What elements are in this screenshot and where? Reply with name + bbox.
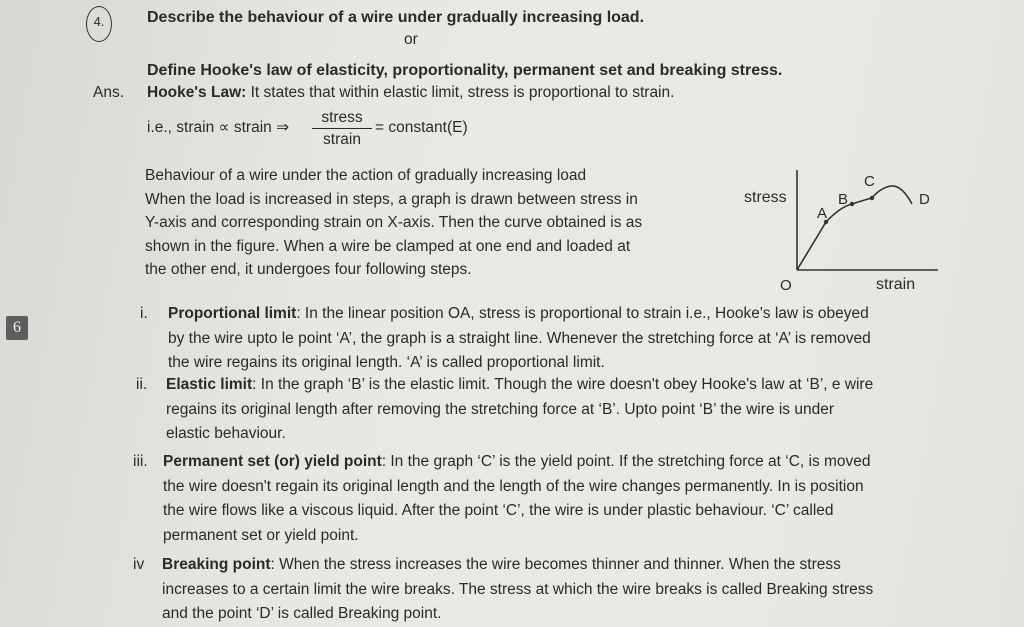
page-side-badge: 6 [6, 316, 28, 340]
item-line [166, 373, 873, 398]
behaviour-paragraph [145, 164, 642, 282]
behaviour-line: Behaviour of a wire under the action of gradually increasing load [145, 167, 587, 184]
x-axis-label: strain [876, 276, 916, 293]
item-number: ii. [136, 376, 148, 393]
item-number: iv [133, 556, 145, 573]
item-proportional-limit [168, 302, 871, 376]
item-line [168, 302, 871, 327]
stress-strain-curve [797, 186, 912, 270]
item-line: and the point ‘D’ is called Breaking point. [162, 605, 442, 622]
item-number: iii. [133, 453, 148, 470]
item-line: regains its original length after removing the stretching force at ‘B’. Upto point ‘B’ the wire is under [166, 400, 834, 418]
item-title: Permanent set (or) yield point [163, 453, 382, 470]
formula-prefix: i.e., strain ∝ strain ⇒ [147, 119, 290, 136]
fraction-denominator: strain [323, 131, 361, 148]
item-line-text: : In the linear position OA, stress is proportional to strain i.e., Hooke's law is obeyed [296, 305, 869, 322]
item-line: the wire doesn't regain its original length and the length of the wire changes permanently. In is position [163, 477, 864, 495]
point-a-label: A [817, 205, 828, 222]
stress-strain-graph [740, 160, 960, 300]
item-line: increases to a certain limit the wire breaks. The stress at which the wire breaks is called Breaking stress [162, 580, 874, 598]
hooke-law-title: Hooke's Law: [147, 84, 247, 101]
behaviour-line: Y-axis and corresponding strain on X-axis. Then the curve obtained is as [145, 214, 643, 231]
behaviour-line: shown in the figure. When a wire be clamped at one end and loaded at [145, 237, 631, 255]
hooke-law-text: It states that within elastic limit, stress is proportional to strain. [246, 84, 675, 101]
origin-label: O [780, 277, 792, 294]
formula-suffix: = constant(E) [375, 119, 468, 136]
item-line [163, 450, 871, 475]
point-d-label: D [919, 191, 930, 208]
question-number: 4. [86, 6, 112, 42]
question-line-1: Describe the behaviour of a wire under gradually increasing load. [147, 9, 645, 26]
item-line-text: : In the graph ‘B’ is the elastic limit. Though the wire doesn't obey Hooke's law at ‘B’, e wire [252, 376, 874, 393]
question-or: or [404, 31, 418, 48]
item-permanent-set [163, 450, 871, 548]
stress-strain-fraction [312, 109, 372, 149]
behaviour-line: the other end, it undergoes four following steps. [145, 261, 472, 278]
item-title: Elastic limit [166, 376, 253, 393]
item-line-text: : When the stress increases the wire becomes thinner and thinner. When the stress [270, 556, 841, 573]
item-line: the wire flows like a viscous liquid. After the point ‘C’, the wire is under plastic behaviour. ‘C’ called [163, 502, 834, 519]
item-title: Breaking point [162, 556, 271, 573]
fraction-numerator: stress [312, 109, 372, 129]
point-c-label: C [864, 173, 875, 190]
item-line [162, 553, 873, 578]
question-line-2: Define Hooke's law of elasticity, proportionality, permanent set and breaking stress. [147, 62, 783, 79]
item-number: i. [140, 305, 148, 322]
item-title: Proportional limit [168, 305, 297, 322]
item-line: the wire regains its original length. ‘A’ is called proportional limit. [168, 354, 605, 371]
item-line: by the wire upto le point ‘A’, the graph is a straight line. Whenever the stretching force at ‘A’ is removed [168, 329, 871, 347]
item-line-text: : In the graph ‘C’ is the yield point. If the stretching force at ‘C, is moved [381, 453, 871, 470]
point-b-dot [850, 202, 854, 206]
hooke-law-statement [147, 83, 674, 103]
answer-label: Ans. [93, 84, 125, 101]
item-breaking-point [162, 553, 873, 627]
y-axis-label: stress [744, 189, 787, 206]
item-line: permanent set or yield point. [163, 526, 359, 544]
item-line: elastic behaviour. [166, 425, 286, 442]
point-c-dot [870, 196, 874, 200]
point-b-label: B [838, 191, 849, 208]
item-elastic-limit [166, 373, 873, 447]
behaviour-line: When the load is increased in steps, a graph is drawn between stress in [145, 190, 638, 208]
